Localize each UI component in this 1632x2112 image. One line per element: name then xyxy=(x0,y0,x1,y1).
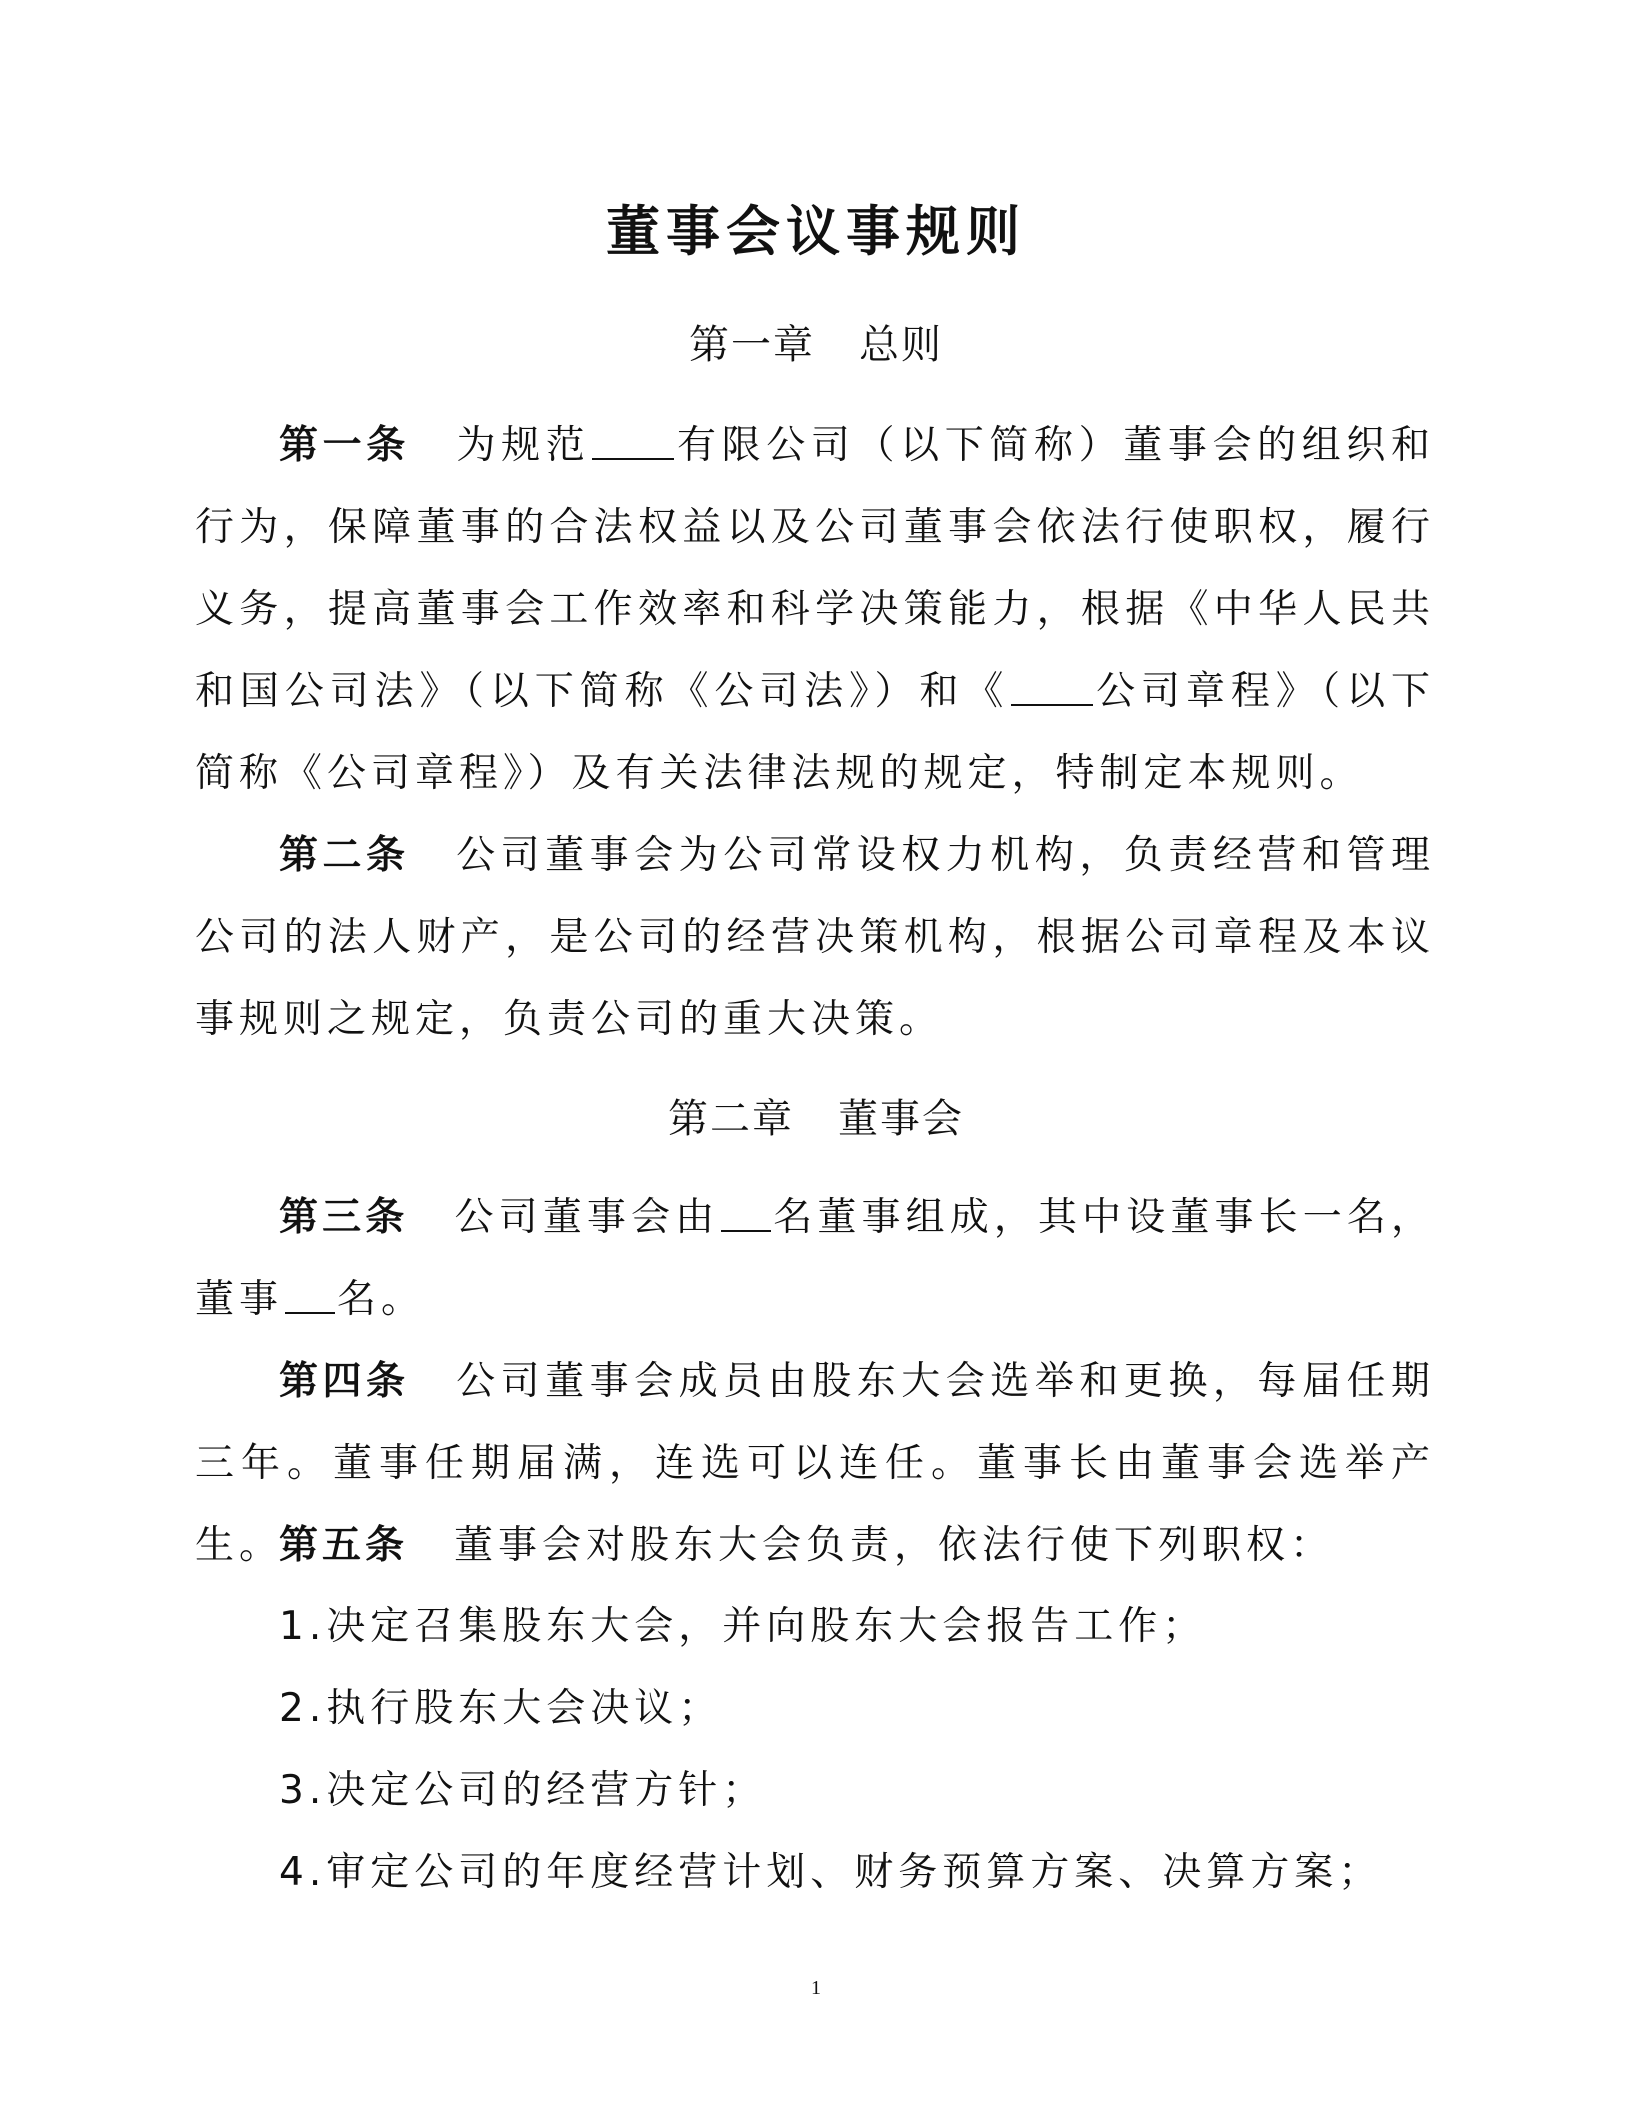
list-item: 3.决定公司的经营方针； xyxy=(279,1768,767,1813)
list-item: 2.执行股东大会决议； xyxy=(279,1686,723,1731)
document-title: 董事会议事规则 xyxy=(606,199,1026,263)
fill-in-blank xyxy=(1011,670,1093,706)
article-5 xyxy=(195,1504,1435,1587)
list-item: 4.审定公司的年度经营计划、财务预算方案、决算方案； xyxy=(279,1850,1383,1895)
article-text: 名董事组成，其中设董事长一名，董事 xyxy=(195,1195,1435,1322)
fill-in-blank xyxy=(285,1278,335,1314)
chapter-label: 第二章 xyxy=(668,1096,794,1142)
article-text: 有限公司（以下简称）董事会的组织和行为，保障董事的合法权益以及公司董事会依法行使职权，履行义务，提高董事会工作效率和科学决策能力，根据《中华人民共和国公司法》（以下简称《公司法》）和《 xyxy=(195,423,1435,714)
chapter-name: 总则 xyxy=(859,322,943,368)
page-number: 1 xyxy=(811,1977,821,1999)
fill-in-blank xyxy=(592,424,674,460)
chapter-label: 第一章 xyxy=(689,322,815,368)
chapter-heading-2 xyxy=(0,1094,1632,1144)
article-text: 公司章程》（以下简称《公司章程》）及有关法律法规的规定，特制定本规则。 xyxy=(195,669,1435,796)
article-text: 名。 xyxy=(337,1277,426,1322)
article-1 xyxy=(195,404,1435,815)
chapter-heading-1 xyxy=(0,320,1632,370)
article-text: 公司董事会成员由股东大会选举和更换，每届任期三年。董事任期届满，连选可以连任。董事长由董事会选举产生。 xyxy=(195,1359,1435,1568)
article-2 xyxy=(195,814,1435,1061)
fill-in-blank xyxy=(721,1196,771,1232)
article-label: 第三条 xyxy=(279,1194,409,1240)
list-item: 1.决定召集股东大会，并向股东大会报告工作； xyxy=(279,1604,1207,1649)
article-3 xyxy=(195,1176,1435,1341)
article-label: 第二条 xyxy=(279,832,410,878)
chapter-name: 董事会 xyxy=(838,1096,964,1142)
article-label: 第一条 xyxy=(279,422,410,468)
article-text: 董事会对股东大会负责，依法行使下列职权： xyxy=(454,1523,1335,1568)
article-text: 公司董事会为公司常设权力机构，负责经营和管理公司的法人财产，是公司的经营决策机构，根据公司章程及本议事规则之规定，负责公司的重大决策。 xyxy=(195,833,1435,1042)
article-label: 第五条 xyxy=(279,1522,409,1568)
article-label: 第四条 xyxy=(279,1358,410,1404)
article-text: 为规范 xyxy=(455,423,591,468)
article-text: 公司董事会由 xyxy=(454,1195,720,1240)
